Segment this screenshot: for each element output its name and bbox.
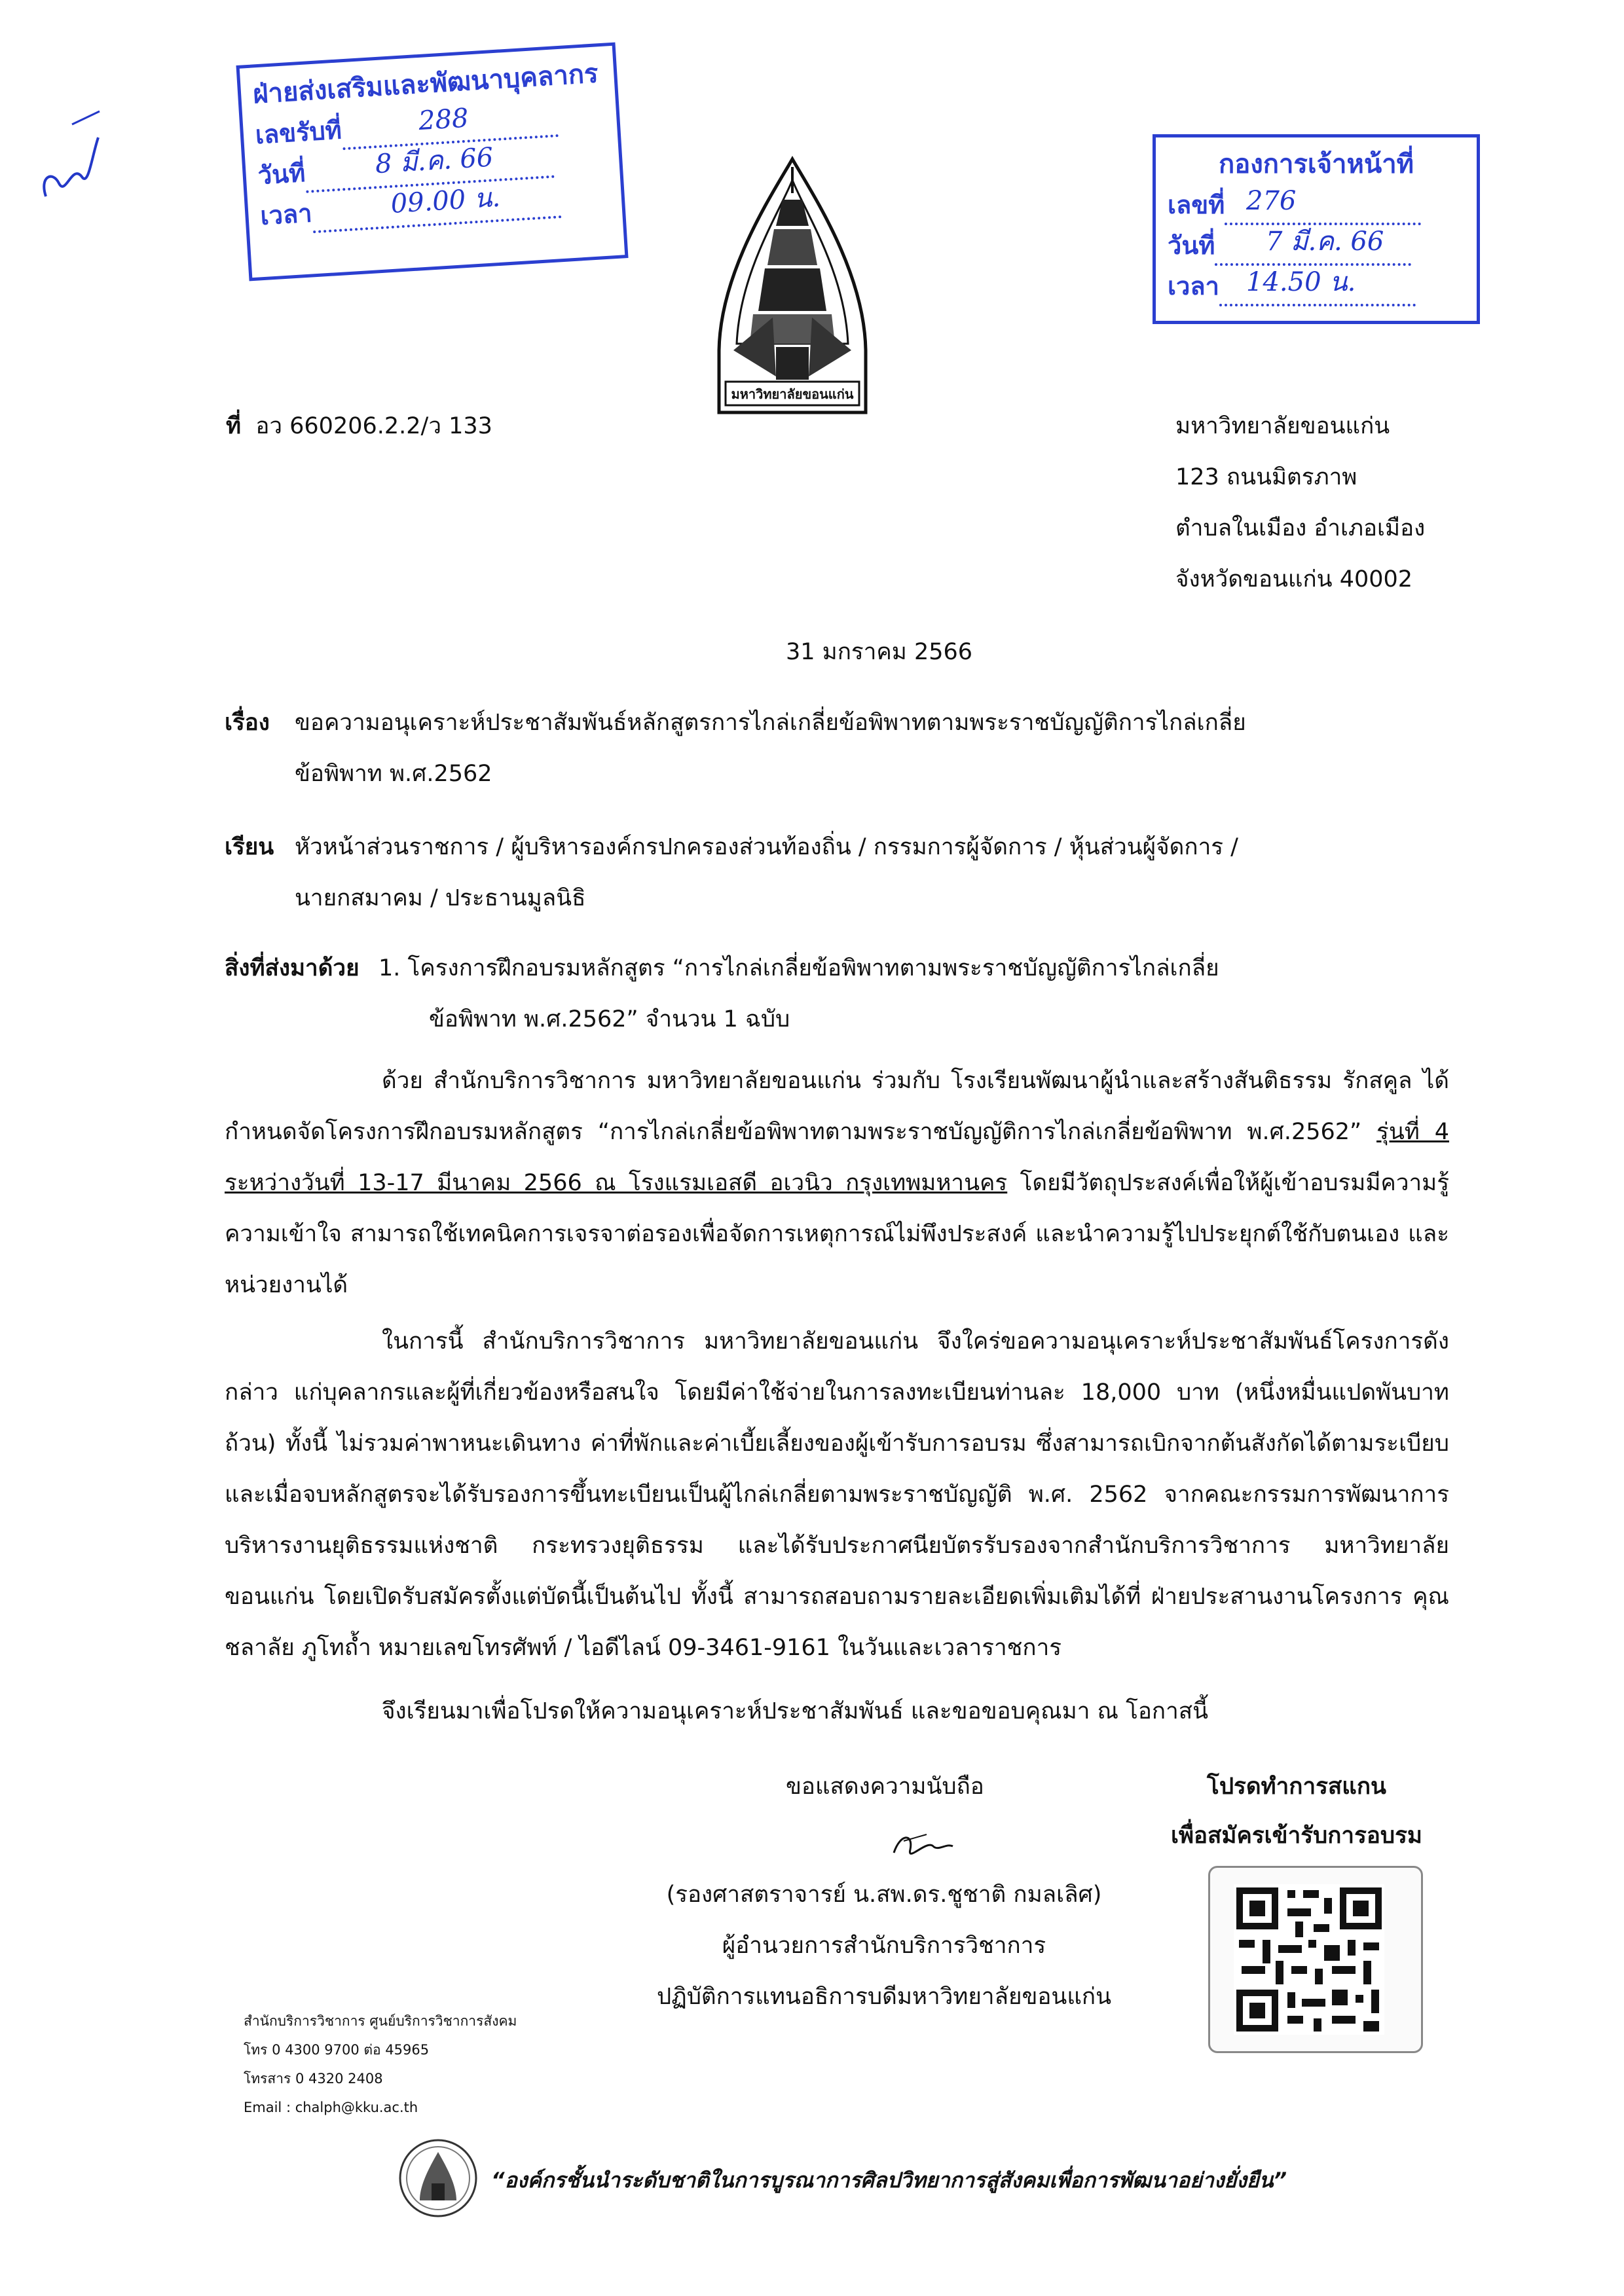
- to-line-1: หัวหน้าส่วนราชการ / ผู้บริหารองค์กรปกครองส่วนท้องถิ่น / กรรมการผู้จัดการ / หุ้นส่วนผู้จัดการ /: [295, 834, 1238, 860]
- stamp-left-receipt-label: เลขรับที่: [254, 115, 342, 150]
- stamp-right-time-label: เวลา: [1168, 272, 1219, 301]
- enclosure-line-2: ข้อพิพาท พ.ศ.2562” จำนวน 1 ฉบับ: [429, 1006, 790, 1032]
- emblem-caption: มหาวิทยาลัยขอนแก่น: [731, 386, 854, 402]
- address-line-1: มหาวิทยาลัยขอนแก่น: [1175, 413, 1390, 439]
- stamp-left-time-label: เวลา: [259, 198, 313, 231]
- stamp-right-title: กองการเจ้าหน้าที่: [1218, 149, 1414, 179]
- handwritten-initial: [26, 98, 118, 216]
- stamp-left-date-value: 8 มี.ค. 66: [374, 142, 494, 180]
- reference-label: ที่: [226, 413, 242, 439]
- body-paragraph-3: จึงเรียนมาเพื่อโปรดให้ความอนุเคราะห์ประชาสัมพันธ์ และขอขอบคุณมา ณ โอกาสนี้: [382, 1698, 1209, 1724]
- to-line-2: นายกสมาคม / ประธานมูลนิธิ: [295, 885, 586, 911]
- signature-scribble: [887, 1827, 959, 1866]
- body-paragraph-2: ในการนี้ สำนักบริการวิชาการ มหาวิทยาลัยขอนแก่น จึงใคร่ขอความอนุเคราะห์ประชาสัมพันธ์โครงการดังกล่าว แก่บุคลากรและผู้ที่เกี่ยวข้องหรือสนใจ โดยมีค่าใช้จ่ายในการลงทะเบียนท่านละ 18,000 บาท (หนึ่งหมื่นแปดพันบาทถ้วน) ทั้งนี้ ไม่รวมค่าพาหนะเดินทาง ค่าที่พักและค่าเบี้ยเลี้ยงของผู้เข้ารับการอบรม ซึ่งสามารถเบิกจากต้นสังกัดได้ตามระเบียบ และเมื่อจบหลักสูตรจะได้รับรองการขึ้นทะเบียนเป็นผู้ไกล่เกลี่ยตามพระราชบัญญัติ พ.ศ. 2562 จากคณะกรรมการพัฒนาการบริหารงานยุติธรรมแห่งชาติ กระทรวงยุติธรรม และได้รับประกาศนียบัตรรับรองจากสำนักบริการวิชาการ มหาวิทยาลัยขอนแก่น โดยเปิดรับสมัครตั้งแต่บัดนี้เป็นต้นไป ทั้งนี้ สามารถสอบถามรายละเอียดเพิ่มเติมได้ที่ ฝ่ายประสานงานโครงการ คุณชลาลัย ภูโทถ้ำ หมายเลขโทรศัพท์ / ไอดีไลน์ 09-3461-9161 ในวันและเวลาราชการ: [225, 1328, 1449, 1661]
- qr-caption-1: โปรดทำการสแกน: [1207, 1774, 1386, 1800]
- footer-slogan: “องค์กรชั้นนำระดับชาติในการบูรณาการศิลปวิทยาการสู่สังคมเพื่อการพัฒนาอย่างยั่งยืน”: [491, 2168, 1287, 2193]
- contact-email[interactable]: Email : chalph@kku.ac.th: [244, 2100, 418, 2115]
- stamp-left-date-label: วันที่: [257, 158, 306, 191]
- receipt-stamp-right: [1153, 134, 1480, 324]
- qr-code-icon: [1210, 1868, 1421, 2051]
- enclosure-line-1: 1. โครงการฝึกอบรมหลักสูตร “การไกล่เกลี่ยข้อพิพาทตามพระราชบัญญัติการไกล่เกลี่ย: [378, 955, 1219, 981]
- address-line-4: จังหวัดขอนแก่น 40002: [1175, 566, 1413, 592]
- body-paragraph-1: [225, 1055, 1449, 1311]
- to-label: เรียน: [225, 834, 274, 860]
- qr-code-frame[interactable]: [1208, 1866, 1423, 2053]
- stamp-right-date-value: 7 มี.ค. 66: [1266, 227, 1384, 257]
- contact-phone: โทร 0 4300 9700 ต่อ 45965: [244, 2042, 430, 2058]
- address-line-2: 123 ถนนมิตรภาพ: [1175, 464, 1357, 490]
- enclosure-label: สิ่งที่ส่งมาด้วย: [225, 955, 360, 981]
- stamp-left-time-value: 09.00 น.: [390, 182, 502, 219]
- body-p1-text-b: โดยมีวัตถุประสงค์เพื่อให้ผู้เข้าอบรมมีความรู้ ความเข้าใจ สามารถใช้เทคนิคการเจรจาต่อรองเพื่อจัดการเหตุการณ์ไม่พึงประสงค์ และนำความรู้ไปประยุกต์ใช้กับตนเอง และหน่วยงานได้: [225, 1170, 1450, 1298]
- letter-date: 31 มกราคม 2566: [786, 639, 973, 665]
- signer-position-2: ปฏิบัติการแทนอธิการบดีมหาวิทยาลัยขอนแก่น: [656, 1984, 1112, 2010]
- closing-phrase: ขอแสดงความนับถือ: [786, 1774, 984, 1800]
- signer-name: (รองศาสตราจารย์ น.สพ.ดร.ชูชาติ กมลเลิศ): [666, 1882, 1102, 1908]
- contact-fax: โทรสาร 0 4320 2408: [244, 2071, 383, 2086]
- reference-value: อว 660206.2.2/ว 133: [255, 413, 492, 439]
- signer-position-1: ผู้อำนวยการสำนักบริการวิชาการ: [722, 1933, 1046, 1959]
- stamp-left-title: ฝ่ายส่งเสริมและพัฒนาบุคลากร: [251, 58, 599, 110]
- address-line-3: ตำบลในเมือง อำเภอเมือง: [1175, 515, 1426, 541]
- contact-office: สำนักบริการวิชาการ ศูนย์บริการวิชาการสังคม: [244, 2013, 517, 2029]
- qr-caption-2: เพื่อสมัครเข้ารับการอบรม: [1170, 1823, 1422, 1849]
- university-emblem: [714, 154, 871, 422]
- stamp-right-time-value: 14.50 น.: [1246, 267, 1356, 297]
- body-p1-underlined: รุ่นที่ 4 ระหว่างวันที่ 13-17 มีนาคม 2566 ณ โรงแรมเอสดี อเวนิว กรุงเทพมหานคร: [225, 1119, 1449, 1196]
- subject-line-2: ข้อพิพาท พ.ศ.2562: [295, 761, 492, 787]
- subject-line-1: ขอความอนุเคราะห์ประชาสัมพันธ์หลักสูตรการไกล่เกลี่ยข้อพิพาทตามพระราชบัญญัติการไกล่เกลี่ย: [295, 710, 1246, 736]
- receipt-stamp-left: [236, 43, 628, 282]
- stamp-right-date-label: วันที่: [1168, 231, 1215, 260]
- stamp-left-receipt-value: 288: [417, 103, 470, 137]
- reference-number: [226, 401, 492, 452]
- stamp-right-number-label: เลขที่: [1168, 191, 1225, 219]
- body-p1-text-a: ด้วย สำนักบริการวิชาการ มหาวิทยาลัยขอนแก่น ร่วมกับ โรงเรียนพัฒนาผู้นำและสร้างสันติธรรม รักสคูล ได้กำหนดจัดโครงการฝึกอบรมหลักสูตร “การไกล่เกลี่ยข้อพิพาทตามพระราชบัญญัติการไกล่เกลี่ยข้อพิพาท พ.ศ.2562”: [225, 1068, 1449, 1145]
- subject-label: เรื่อง: [225, 710, 270, 736]
- stamp-right-number-value: 276: [1246, 186, 1297, 216]
- footer-emblem-icon: [397, 2138, 479, 2219]
